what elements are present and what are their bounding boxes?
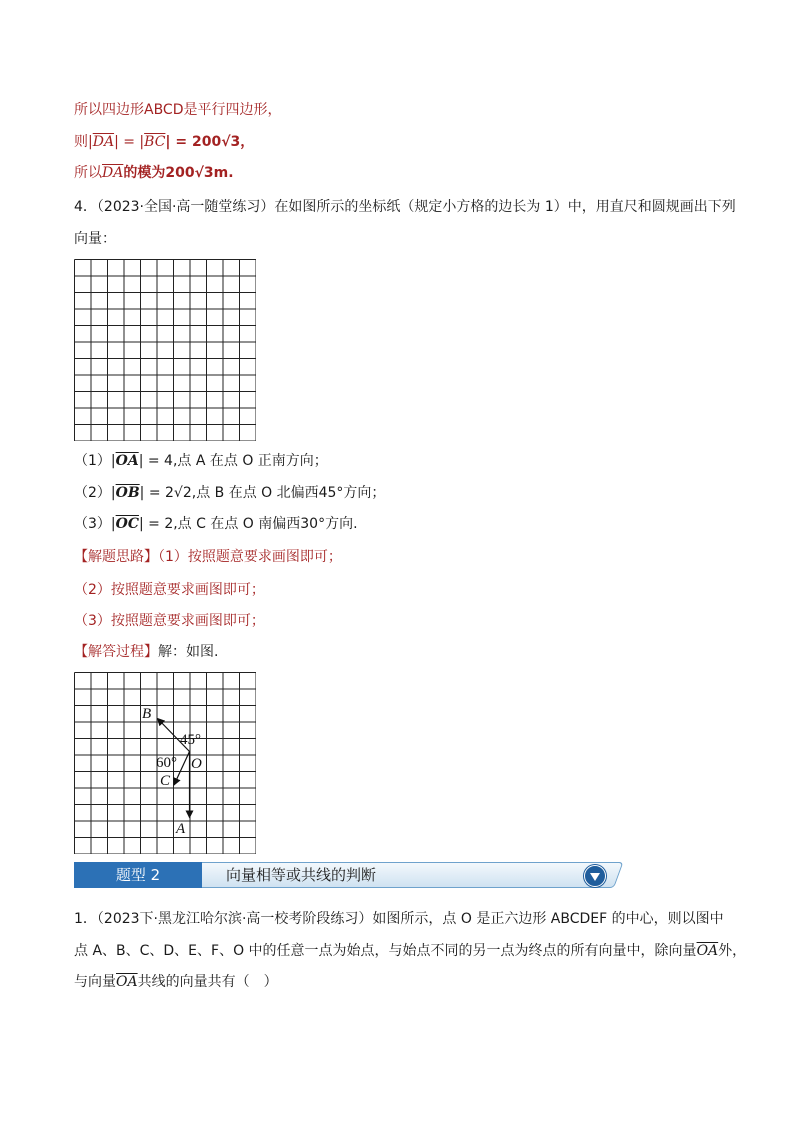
vector-oc: $\overline{OC}$ [115, 516, 139, 532]
text-fragment: 所以 [74, 165, 102, 181]
process-line [74, 642, 218, 662]
problem-1-line-2 [74, 941, 746, 961]
text-fragment: | = | [114, 134, 145, 150]
thinking-tag: 【解题思路】 [74, 549, 158, 565]
problem-1-line-3 [74, 972, 278, 992]
thinking-step: （1）按照题意要求画图即可； [158, 549, 342, 565]
section-banner [74, 862, 614, 888]
label-o: O [191, 756, 202, 772]
text-fragment: | = 200√3， [165, 134, 255, 150]
problem-4-item-1 [74, 451, 328, 471]
vector-oa: $\overline{OA}$ [116, 974, 138, 990]
text-fragment: （3）| [74, 516, 116, 532]
chevron-down-icon[interactable] [584, 865, 606, 887]
blank-coordinate-grid [74, 259, 256, 441]
text-fragment: 与向量 [74, 974, 116, 990]
text-fragment: 则| [74, 134, 93, 150]
vector-bc: $\overline{BC}$ [144, 134, 166, 150]
process-tag: 【解答过程】 [74, 644, 158, 660]
problem-4-stem-line-1: 4．（2023·全国·高一随堂练习）在如图所示的坐标纸（规定小方格的边长为 1）中，用直尺和圆规画出下列 [74, 199, 736, 215]
text-fragment: | = 4,点 A 在点 O 正南方向； [138, 453, 328, 469]
problem-1-line-1: 1．（2023下·黑龙江哈尔滨·高一校考阶段练习）如图所示，点 O 是正六边形 ABCDEF 的中心，则以图中 [74, 911, 724, 927]
solution-vector-figure [74, 672, 256, 854]
text-fragment: | = 2√2,点 B 在点 O 北偏西45°方向； [139, 485, 386, 501]
solution-line-3 [74, 163, 234, 183]
text-fragment: （1）| [74, 453, 116, 469]
text-fragment: 外， [718, 943, 747, 959]
text-fragment: 的模为200√3m. [123, 165, 234, 181]
solution-line-1: 所以四边形ABCD是平行四边形， [74, 102, 282, 118]
thinking-line-2: （2）按照题意要求画图即可； [74, 582, 265, 598]
label-b: B [142, 706, 152, 722]
problem-4-item-3 [74, 514, 358, 534]
label-a: A [176, 821, 186, 837]
angle-60-label: 60° [156, 755, 177, 771]
text-fragment: （2）| [74, 485, 116, 501]
process-text: 解：如图. [158, 644, 219, 660]
thinking-line-3: （3）按照题意要求画图即可； [74, 613, 265, 629]
text-fragment: 共线的向量共有（ ） [137, 974, 278, 990]
problem-4-item-2 [74, 483, 385, 503]
label-c: C [160, 773, 171, 789]
text-fragment: | = 2,点 C 在点 O 南偏西30°方向. [138, 516, 358, 532]
vector-da: $\overline{DA}$ [102, 165, 124, 181]
vector-oa: $\overline{OA}$ [696, 943, 719, 959]
section-tag: 题型 2 [74, 862, 202, 888]
vector-oa: $\overline{OA}$ [115, 453, 139, 469]
problem-4-stem-line-2: 向量： [74, 231, 116, 247]
angle-45-label: 45° [180, 732, 201, 748]
vector-ob: $\overline{OB}$ [115, 485, 140, 501]
section-title: 向量相等或共线的判断 [226, 866, 377, 884]
vector-da: $\overline{DA}$ [92, 134, 115, 150]
thinking-line-1 [74, 547, 342, 567]
solution-line-2 [74, 132, 254, 152]
text-fragment: 点 A、B、C、D、E、F、O 中的任意一点为始点，与始点不同的另一点为终点的所有向量中，除向量 [74, 943, 697, 959]
